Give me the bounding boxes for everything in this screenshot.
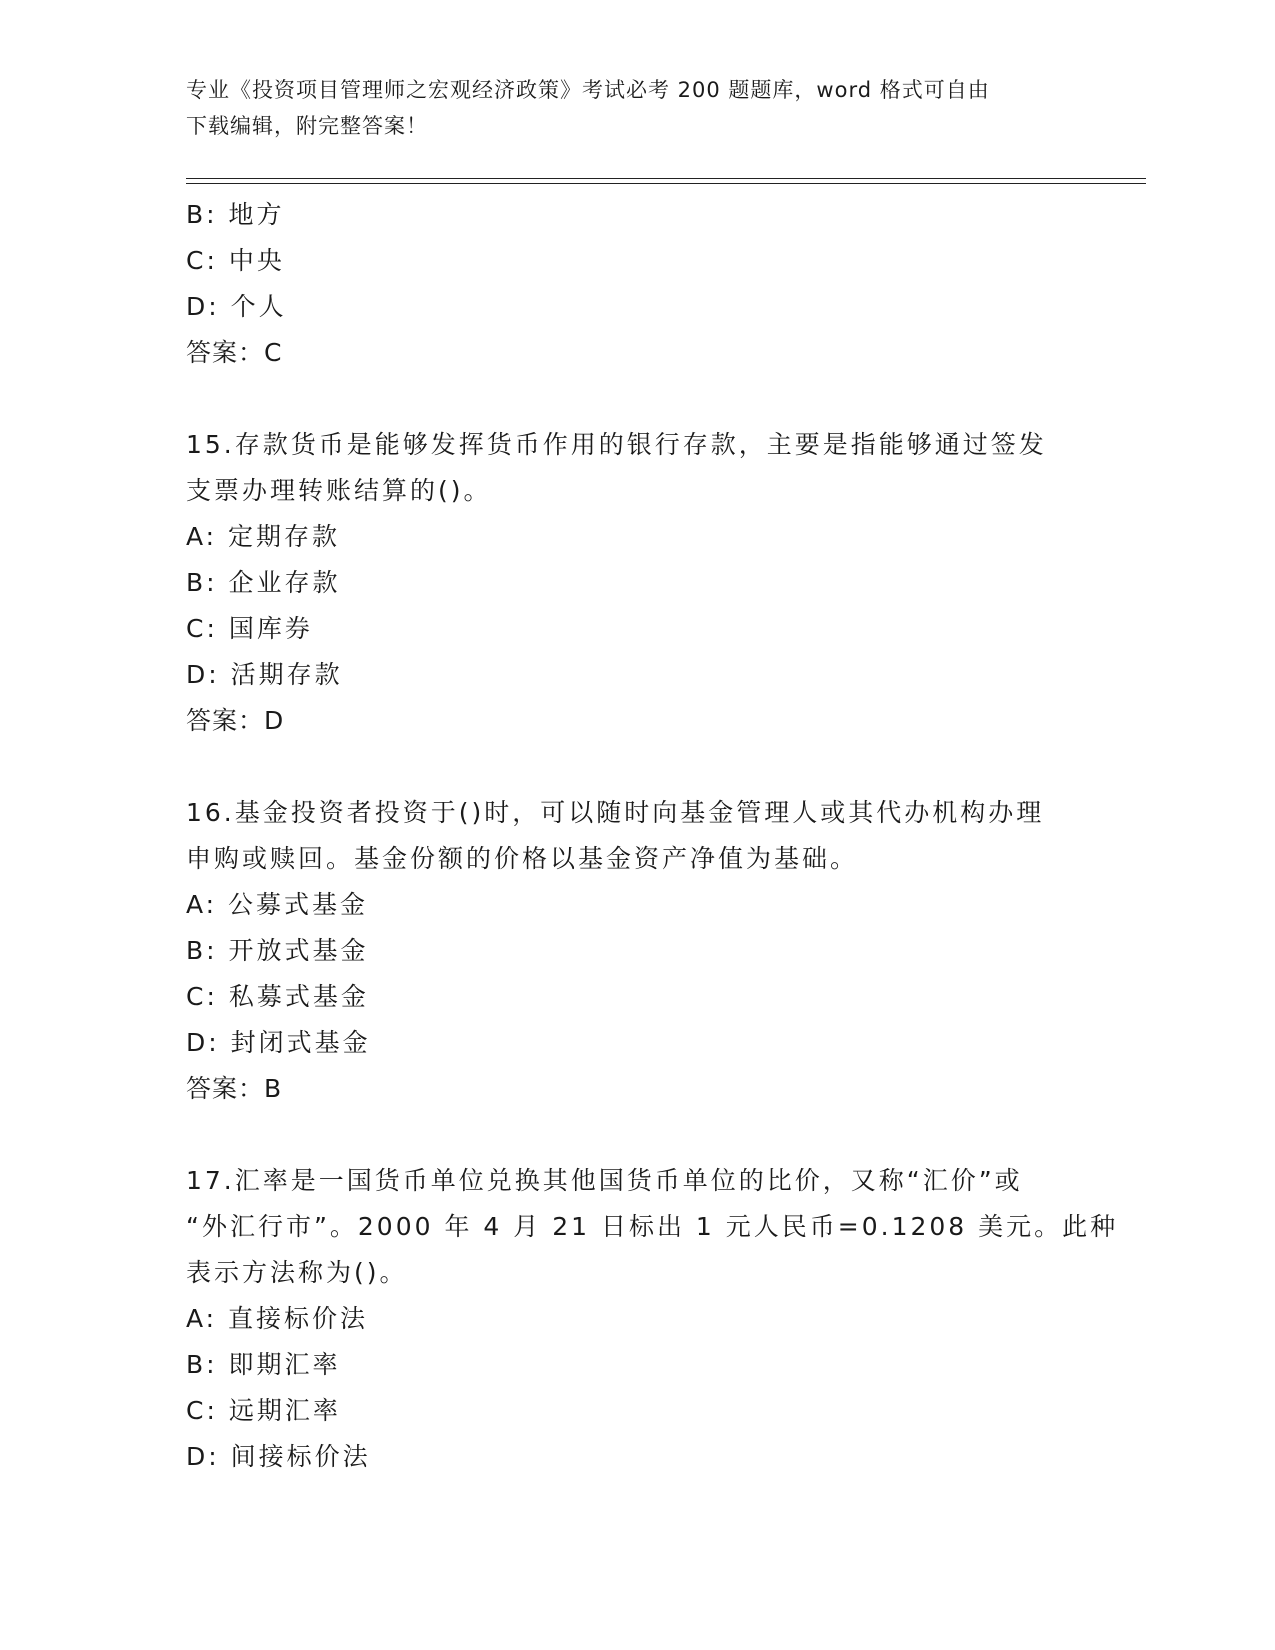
question-text-line-1: 15.存款货币是能够发挥货币作用的银行存款，主要是指能够通过签发: [186, 430, 1047, 459]
question-text-line-2: 申购或赎回。基金份额的价格以基金资产净值为基础。: [186, 844, 859, 873]
spacer: [186, 1112, 1086, 1158]
question-text-line-2: 支票办理转账结算的()。: [186, 476, 492, 505]
option-c: C: 中央: [186, 246, 285, 275]
question-16: [186, 790, 1086, 1112]
header-line-2: 下载编辑，附完整答案！: [186, 114, 428, 138]
question-text-line-3: 表示方法称为()。: [186, 1258, 408, 1287]
option-d: D: 个人: [186, 292, 287, 321]
question-text-line-2: “外汇行市”。2000 年 4 月 21 日标出 1 元人民币=0.1208 美元。此种: [186, 1212, 1119, 1241]
question-text-line-1: 16.基金投资者投资于()时，可以随时向基金管理人或其代办机构办理: [186, 798, 1045, 827]
question-text-line-1: 17.汇率是一国货币单位兑换其他国货币单位的比价，又称“汇价”或: [186, 1166, 1023, 1195]
option-b: B: 开放式基金: [186, 936, 369, 965]
option-a: A: 直接标价法: [186, 1304, 369, 1333]
option-a: A: 定期存款: [186, 522, 341, 551]
option-b: B: 地方: [186, 200, 285, 229]
document-header: [186, 72, 1086, 144]
spacer: [186, 744, 1086, 790]
option-b: B: 企业存款: [186, 568, 341, 597]
option-c: C: 私募式基金: [186, 982, 369, 1011]
answer: 答案：D: [186, 706, 285, 735]
option-c: C: 远期汇率: [186, 1396, 341, 1425]
answer: 答案：C: [186, 338, 283, 367]
option-d: D: 间接标价法: [186, 1442, 371, 1471]
header-divider-top: [186, 178, 1146, 179]
spacer: [186, 376, 1086, 422]
question-14-tail: [186, 192, 1086, 376]
header-line-1: 专业《投资项目管理师之宏观经济政策》考试必考 200 题题库，word 格式可自由: [186, 78, 990, 102]
question-list: [186, 192, 1119, 1480]
header-divider-bottom: [186, 183, 1146, 184]
option-d: D: 封闭式基金: [186, 1028, 371, 1057]
option-c: C: 国库券: [186, 614, 313, 643]
answer: 答案：B: [186, 1074, 283, 1103]
option-b: B: 即期汇率: [186, 1350, 341, 1379]
question-15: [186, 422, 1086, 744]
option-a: A: 公募式基金: [186, 890, 369, 919]
option-d: D: 活期存款: [186, 660, 343, 689]
question-17: [186, 1158, 1119, 1480]
